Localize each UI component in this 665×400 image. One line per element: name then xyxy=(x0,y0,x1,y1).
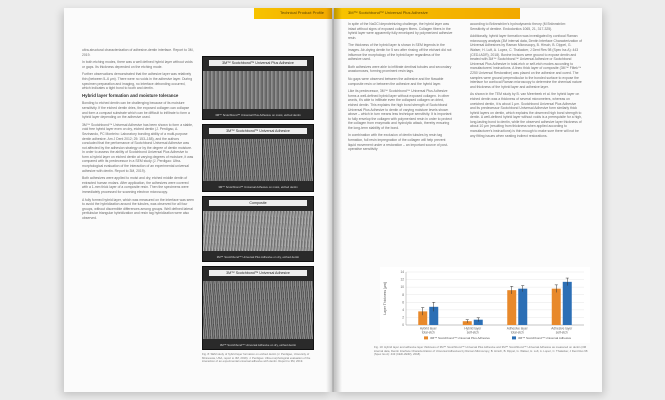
open-booklet xyxy=(64,8,602,392)
x-tick-label-3-a: Adhesive layer xyxy=(551,326,573,331)
sem-panel-1-caption: 3M™ Scotchbond™ Universal Plus Adhesive on moist, etched dentin xyxy=(215,113,301,117)
right-col1-p4: No gaps were observed between the adhesive and the flowable composite resin or between the adhesive and the hybrid layer. xyxy=(348,76,444,86)
y-axis-label: Layer Thickness [μm] xyxy=(383,282,387,315)
right-header-text: 3M™ Scotchbond™ Universal Plus Adhesive xyxy=(348,10,428,15)
x-tick-label-1-b: self-etch xyxy=(466,330,479,335)
sem-panel-3-label: Composite xyxy=(209,200,307,206)
left-text-column xyxy=(82,48,194,224)
y-tick-label-2: 4 xyxy=(402,307,404,312)
left-header-text: Technical Product Profile xyxy=(279,10,324,15)
right-page xyxy=(334,8,602,392)
legend-label-0: 3M™ Scotchbond™ Universal Plus Adhesive xyxy=(430,336,490,340)
chart-svg xyxy=(380,267,590,343)
right-col1-p1: In spite of the NaOCl deproteinizing challenge, the hybrid layer was intact without signs of exposed collagen fibers. Collagen fibers in the hybrid layer were apparently fully enveloped by polymerized adhesive resin. xyxy=(348,22,453,40)
right-header-bar xyxy=(334,8,520,19)
right-col2-p2: Additionally, hybrid layer formation was investigated by confocal Raman microscopy analysis (3M internal data, Dentin Interface Characterization of Universal Adhesives by Raman Microscopy, B. Hirsch, B. Dippel, G. Walser, H. Luft, A. Lopez, C. Thalacker, J Dent Res 98 (Spec Iss A): 443 (CED-IADR), 2018). Bovine incisors were ground to expose dentin and treated with 3M™ Scotchbond™ Universal Adhesive or Scotchbond Universal Plus Adhesive in total-etch or self-etch modes according to manufacturers' instructions. A lineo thick layer of composite (3M™ Filtek™ Z250 Universal Restorative) was placed on the adhesive and cured. The samples were ground perpendicular to the bonded surface to expose the interface for confocal Raman microscopy to determine the chemical nature and thickness of the hybrid layer and adhesive layer. xyxy=(470,34,582,89)
legend-swatch-1 xyxy=(512,336,516,339)
left-intro-3: Further observations demonstrated that the adhesive layer was relatively thin (between 5–6 μm). There were no voids in the adhesive layer. During specimen preparation and imaging, no interface debonding occurred, which indicates a tight bond to tooth and dentin. xyxy=(82,72,193,91)
sem-panel-2-image xyxy=(203,139,313,181)
legend-swatch-0 xyxy=(424,336,428,339)
sem-panel-3-image xyxy=(203,211,313,251)
x-tick-label-1-a: Hybrid layer xyxy=(464,326,482,331)
x-tick-label-2-b: total-etch xyxy=(510,330,524,335)
y-tick-label-0: 0 xyxy=(402,323,404,328)
bar-plus-2 xyxy=(507,290,516,325)
section-heading: Hybrid layer formation and moisture tolerance xyxy=(82,92,179,98)
right-col1-p2: The thickness of the hybrid layer is shown in SEM legends in the images. Air-drying dentin for 5 sec after rinsing off the etchant did not influence the morphology of the hybrid layer regardless of the adhesive used. xyxy=(348,43,452,62)
y-tick-label-5: 10 xyxy=(400,285,404,290)
bar-universal-3 xyxy=(563,282,572,325)
sem-panel-4-caption: 3M™ Scotchbond™ Universal Adhesive on dry, etched dentin xyxy=(219,343,297,347)
right-col2-p1: according to Brännström's hydrodynamic theory (M Brännström: Sensitivity of dentine. Endodontics 1065, 21, 317-325). xyxy=(470,22,566,31)
sem-figure-caption: Fig. 8: SEM study of hybrid layer formation on etched dentin (J. Perdigao, University of Minnesota, USA, report to 3M, 2019). J. Perdigao: Ultra-morphological evaluation of the interaction of an experimental universal adhesive with dentin. Report to 3M, 2019. xyxy=(202,352,311,364)
booklet-spine xyxy=(326,8,342,392)
left-page xyxy=(64,8,332,392)
y-tick-label-6: 12 xyxy=(400,277,404,282)
right-text-column-1 xyxy=(348,22,454,155)
legend-label-1: 3M™ Scotchbond™ Universal Adhesive xyxy=(518,336,572,340)
left-body-2: 3M™ Scotchbond™ Universal Adhesive has been shown to form a stable, void free hybrid layer even on dry, etched dentin (J. Perdigao, A. Sezinando, PC Monteiro: Laboratory bonding ability of a multi-purpose dentin adhesive. Am J Dent 2012; 25: 153–158), and the authors concluded that the performance of Scotchbond Universal Adhesive was not affected by the adhesion strategy or by the degree of dentin moisture. In order to assess the ability of Scotchbond Universal Plus Adhesive to form a hybrid layer on etched dentin at varying degrees of moisture, it was compared with its predecessor in a SEM study (J. Perdigao: Ultra-morphological evaluation of the interaction of an experimental universal adhesive with dentin. Report to 3M, 2019). xyxy=(82,122,194,173)
sem-panel-1-label: 3M™ Scotchbond™ Universal Plus Adhesive xyxy=(209,60,307,66)
left-body-1: Bonding to etched dentin can be challenging because of its moisture sensitivity. If the etched dentin dries, the exposed collagen can collapse and form a compact substrate which can be difficult to infiltrate to form a hybrid layer depending on the adhesive used. xyxy=(82,101,190,120)
right-col1-p3: Both adhesives were able to infiltrate dentinal tubules and secondary anastomoses, forming prominent resin tags. xyxy=(348,64,452,74)
sem-panel-3 xyxy=(202,196,314,262)
sem-panel-4-label: 3M™ Scotchbond™ Universal Adhesive xyxy=(209,270,307,276)
x-tick-label-0-a: Hybrid layer xyxy=(419,326,437,331)
left-intro-1: ultra-structural characterization of adhesive-dentin interface. Report to 3M, 2019. xyxy=(82,48,194,57)
bar-plus-3 xyxy=(552,289,561,325)
sem-panel-4 xyxy=(202,266,314,350)
sem-panel-1-image xyxy=(203,71,313,109)
y-tick-label-1: 2 xyxy=(402,315,404,320)
left-body-3: Both adhesives were applied to moist and dry, etched middle dentin of extracted human molars. After application, the adhesives were covered with a 1-mm thick layer of a composite resin. Then the specimens were immediately processed for scanning electron microscopy. xyxy=(82,176,189,195)
sem-panel-2 xyxy=(202,124,314,192)
x-tick-label-3-b: self-etch xyxy=(555,330,568,335)
chart-caption: Fig. 10: Hybrid layer and adhesive layer thickness of 3M™ Scotchbond™ Universal Plus Adhesive and 3M™ Scotchbond™ Universal Adhesive as measured on dentin (3M internal data, Dentin Interface Characterization of Universal Adhesives by Raman Microscopy, B. Hirsch, B. Dippel, G. Walser, H. Luft, A. Lopez, C. Thalacker, J Dent Res 98 (Spec Iss A): 443 (CED-IADR), 2018). xyxy=(374,345,588,357)
right-text-column-2 xyxy=(470,22,582,141)
layer-thickness-chart xyxy=(380,267,590,343)
x-tick-label-2-a: Adhesive layer xyxy=(506,326,528,331)
right-col2-p3: As shown in the TEM study by B. van Meerbeek et al. the hybrid layer on etched dentin was a thickness of several micrometers, whereas on unetched dentin, it is about 1 μm. Scotchbond Universal Plus Adhesive and its predecessor Scotchbond Universal Adhesive form similarly thick hybrid layers on dentin, which explains the observed high bond strength to dentin. A well-defined hybrid layer without voids is a prerequisite for a high, long-lasting bond to dentin, while the observed adhesive layer thickness of about 10 μm (resulting from thickness when applied according to manufacturer's instructions) is thin enough to make sure there will not be any fitting issues when seating indirect restorations. xyxy=(470,92,582,138)
right-col1-p6: In combination with the exclusion of dentin tubules by resin tag formation, full resin impregnation of the collagen will help prevent liquid movement under a restoration – an important source of post-operative sensitivity xyxy=(348,133,449,152)
sem-panel-2-label: 3M™ Scotchbond™ Universal Adhesive xyxy=(209,128,307,134)
y-tick-label-3: 6 xyxy=(402,300,404,305)
y-tick-label-4: 8 xyxy=(402,292,404,297)
sem-panel-4-image xyxy=(203,281,313,339)
left-body-4: A fully formed hybrid layer, which was measured on the interface was seen to avoid the hybridization around the tubules, was observed for all four groups, without discernible differences among groups. Well defined lateral peritubular triangular hybridization and resin tag hybridization were also observed. xyxy=(82,197,194,220)
sem-panel-3-caption: 3M™ Scotchbond™ Universal Plus Adhesive on dry, etched dentin xyxy=(216,255,300,259)
bar-universal-2 xyxy=(518,289,527,325)
left-header-bar xyxy=(254,8,332,19)
sem-panel-2-caption: 3M™ Scotchbond™ Universal Adhesive on moist, etched dentin xyxy=(218,185,298,189)
x-tick-label-0-b: total-etch xyxy=(421,330,435,335)
y-tick-label-7: 14 xyxy=(400,270,404,275)
left-intro-2: In both etching modes, there was a well defined hybrid layer without voids or gaps. Its thickness depended on the etching mode. xyxy=(82,60,193,69)
sem-panel-1 xyxy=(202,56,314,120)
right-col1-p5: Like its predecessor, 3M™ Scotchbond™ Universal Plus Adhesive forms a well-defined hybrid layer without exposed collagen. In other words, it's able to infiltrate even the collapsed collagen on dried, etched dentin. This explains the high bond strength of Scotchbond Universal Plus Adhesive to dentin of varying moisture levels shown above – which in turn means less technique sensitivity. It is important to fully envelop the collagen with polymerized resin in order to protect the collagen from enzymatic and hydrolytic attack, thereby ensuring the long-term stability of the bond. xyxy=(348,89,452,130)
